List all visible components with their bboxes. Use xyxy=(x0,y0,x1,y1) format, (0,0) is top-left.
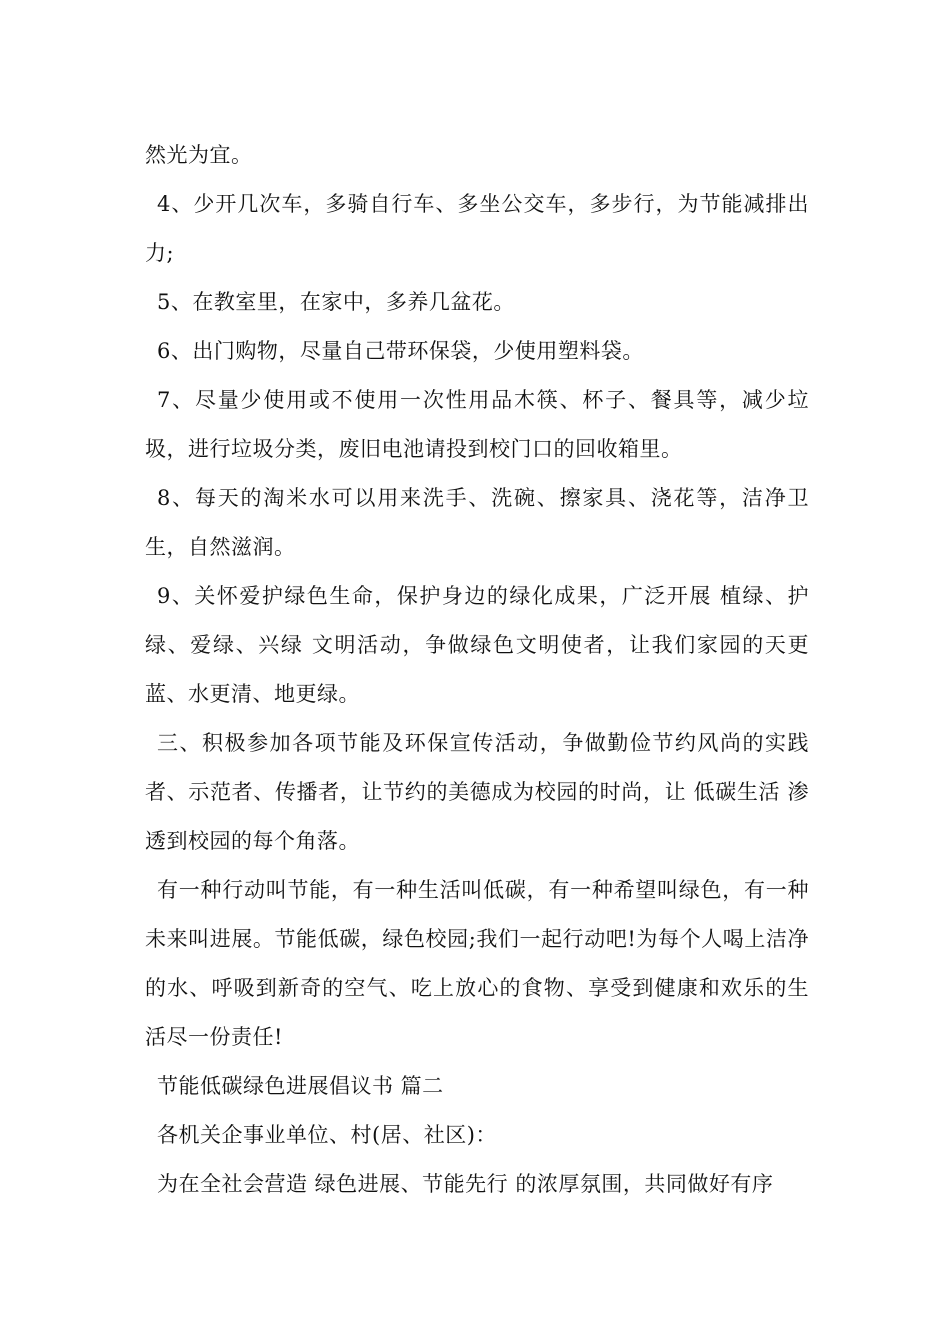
paragraph-1: 然光为宜。 xyxy=(145,143,253,167)
document-body xyxy=(145,131,809,1209)
paragraph-5: 7、尽量少使用或不使用一次性用品木筷、杯子、餐具等，减少垃圾，进行垃圾分类，废旧电池请投到校门口的回收箱里。 xyxy=(145,388,809,461)
paragraph-2: 4、少开几次车，多骑自行车、多坐公交车，多步行，为节能减排出力; xyxy=(145,192,809,265)
salutation: 各机关企事业单位、村(居、社区)： xyxy=(157,1123,497,1147)
section-heading: 节能低碳绿色进展倡议书 篇二 xyxy=(157,1074,444,1098)
paragraph-6: 8、每天的淘米水可以用来洗手、洗碗、擦家具、浇花等，洁净卫生，自然滋润。 xyxy=(145,486,809,559)
paragraph-7: 9、关怀爱护绿色生命，保护身边的绿化成果，广泛开展 植绿、护绿、爱绿、兴绿 文明活动，争做绿色文明使者，让我们家园的天更蓝、水更清、地更绿。 xyxy=(145,584,809,706)
paragraph-9: 有一种行动叫节能，有一种生活叫低碳，有一种希望叫绿色，有一种未来叫进展。节能低碳，绿色校园;我们一起行动吧!为每个人喝上洁净的水、呼吸到新奇的空气、吃上放心的食物、享受到健康和欢乐的生活尽一份责任! xyxy=(145,878,809,1049)
paragraph-3: 5、在教室里，在家中，多养几盆花。 xyxy=(157,290,515,314)
paragraph-8: 三、积极参加各项节能及环保宣传活动，争做勤俭节约风尚的实践者、示范者、传播者，让节约的美德成为校园的时尚，让 低碳生活 渗透到校园的每个角落。 xyxy=(145,731,809,853)
paragraph-4: 6、出门购物，尽量自己带环保袋，少使用塑料袋。 xyxy=(157,339,644,363)
paragraph-12: 为在全社会营造 绿色进展、节能先行 的浓厚氛围，共同做好有序 xyxy=(157,1172,774,1196)
